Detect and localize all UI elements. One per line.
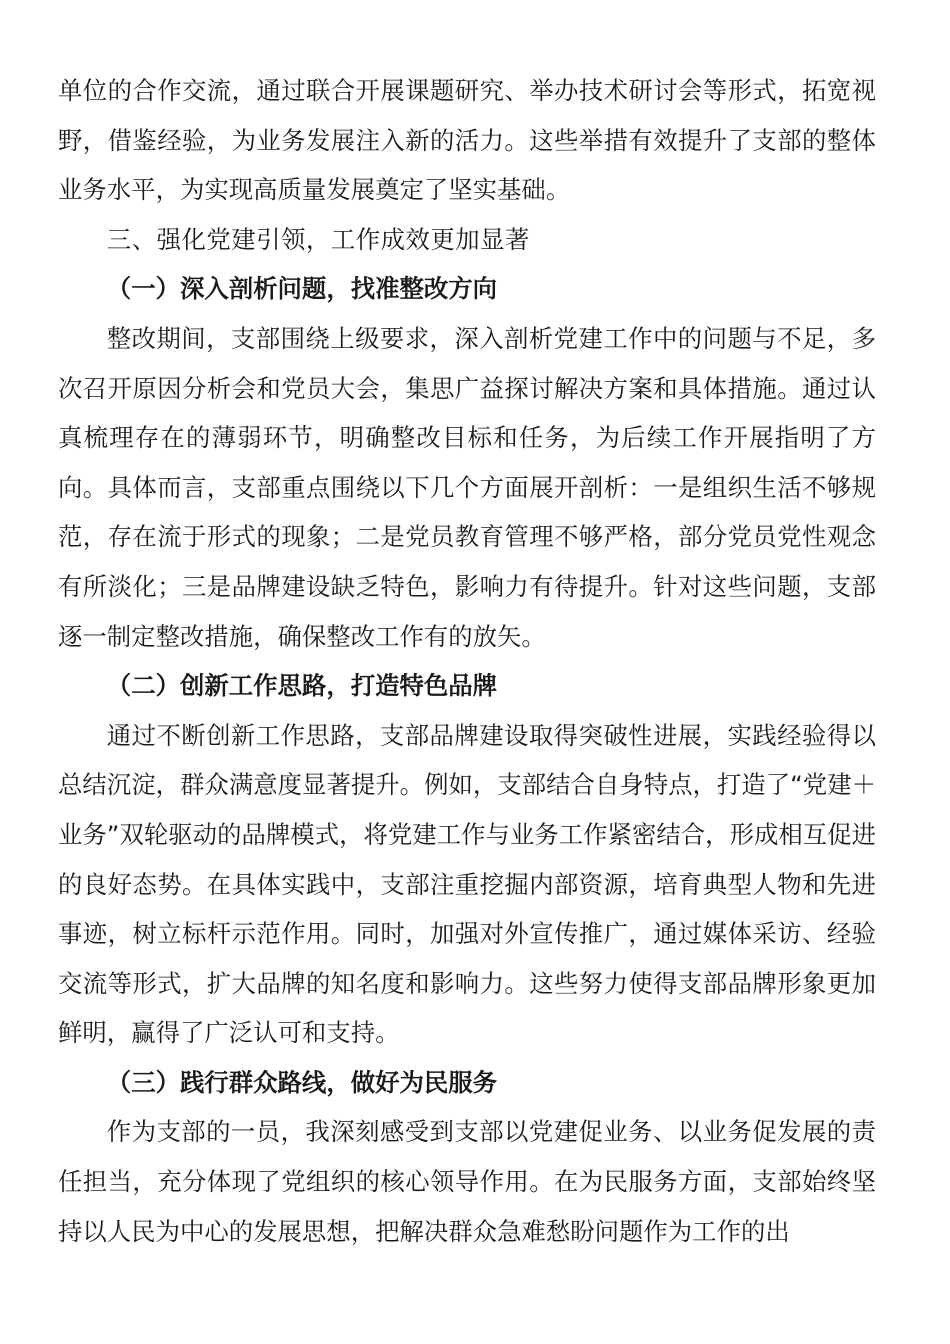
section-title: 三、强化党建引领，工作成效更加显著 [106, 224, 530, 254]
subsection-body-1: 整改期间，支部围绕上级要求，深入剖析党建工作中的问题与不足，多次召开原因分析会和党员大会，集思广益探讨解决方案和具体措施。通过认真梳理存在的薄弱环节，明确整改目标和任务，为后续工作开展指明了方向。具体而言，支部重点围绕以下几个方面展开剖析：一是组织生活不够规范，存在流于形式的现象；二是党员教育管理不够严格，部分党员党性观念有所淡化；三是品牌建设缺乏特色，影响力有待提升。针对这些问题，支部逐一制定整改措施，确保整改工作有的放矢。 [58, 323, 876, 651]
paragraph-continuation: 单位的合作交流，通过联合开展课题研究、举办技术研讨会等形式，拓宽视野，借鉴经验，为业务发展注入新的活力。这些举措有效提升了支部的整体业务水平，为实现高质量发展奠定了坚实基础。 [58, 76, 876, 205]
subsection-body-3: 作为支部的一员，我深刻感受到支部以党建促业务、以业务促发展的责任担当，充分体现了党组织的核心领导作用。在为民服务方面，支部始终坚持以人民为中心的发展思想，把解决群众急难愁盼问题作为工作的出 [58, 1117, 876, 1246]
subsection-heading-1: （一）深入剖析问题，找准整改方向 [106, 274, 498, 304]
subsection-heading-3: （三）践行群众路线，做好为民服务 [106, 1067, 498, 1097]
subsection-heading-2: （二）创新工作思路，打造特色品牌 [106, 671, 498, 701]
subsection-body-2: 通过不断创新工作思路，支部品牌建设取得突破性进展，实践经验得以总结沉淀，群众满意度显著提升。例如，支部结合自身特点，打造了“党建＋业务”双轮驱动的品牌模式，将党建工作与业务工作紧密结合，形成相互促进的良好态势。在具体实践中，支部注重挖掘内部资源，培育典型人物和先进事迹，树立标杆示范作用。同时，加强对外宣传推广，通过媒体采访、经验交流等形式，扩大品牌的知名度和影响力。这些努力使得支部品牌形象更加鲜明，赢得了广泛认可和支持。 [58, 720, 876, 1048]
document-body [58, 66, 876, 1256]
